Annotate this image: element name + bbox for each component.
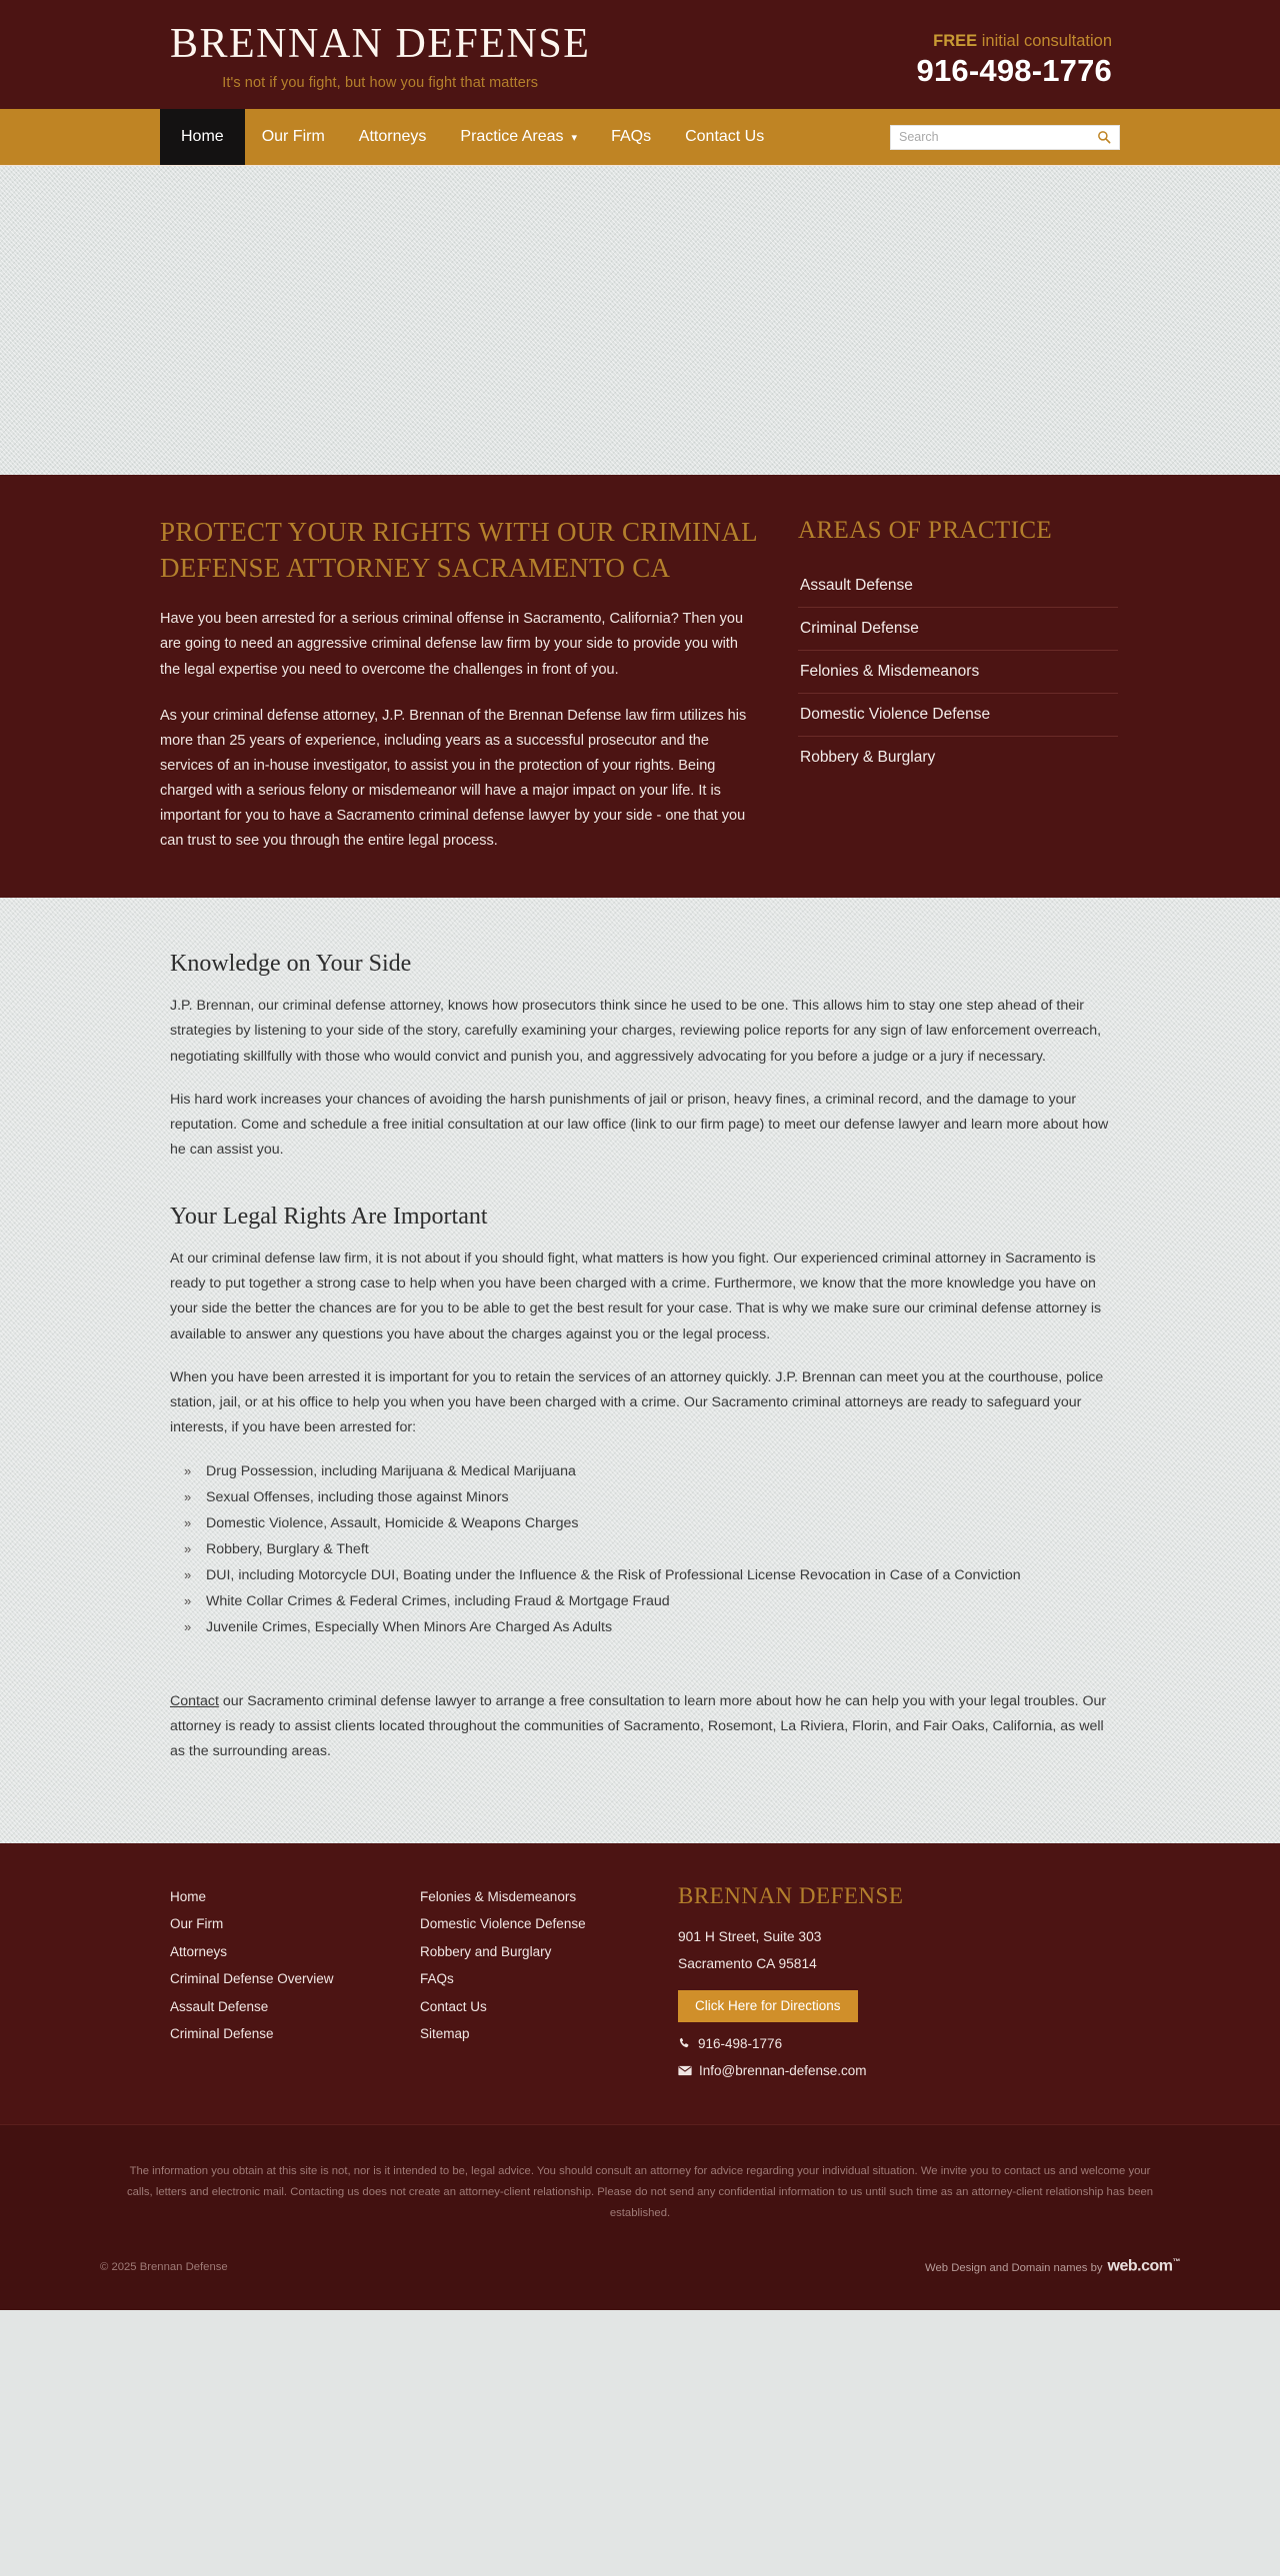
web-credit-prefix: Web Design and Domain names by xyxy=(925,2261,1103,2274)
brand-name: BRENNAN DEFENSE xyxy=(170,21,591,67)
footer-link-domestic-violence-defense[interactable]: Domestic Violence Defense xyxy=(420,1916,586,1932)
chevron-double-right-icon: » xyxy=(184,1592,192,1608)
nav-label: FAQs xyxy=(611,128,652,146)
areas-of-practice-panel xyxy=(798,515,1118,854)
nav-label: Practice Areas xyxy=(460,128,564,146)
nav-spacer xyxy=(781,109,890,165)
list-item xyxy=(184,1511,1110,1537)
list-item[interactable]: Domestic Violence Defense xyxy=(798,694,1118,737)
footer-link-home[interactable]: Home xyxy=(170,1888,207,1904)
list-item-label: Robbery, Burglary & Theft xyxy=(206,1541,369,1558)
legal-rights-paragraph-1: At our criminal defense law firm, it is not about if you should fight, what matters is how you fight. Our experienced criminal attorney in Sacramento is ready to put together a strong case to help when you have been charged with a crime. Furthermore, we know that the more knowledge you have on your side the better the chances are for you to be able to get the best result for your case. That is why we make sure our criminal defense attorney is available to answer any questions you have about the charges against you or the legal process. xyxy=(170,1250,1102,1342)
main-content xyxy=(0,898,1280,1843)
brand-tagline: It's not if you fight, but how you fight that matters xyxy=(222,75,539,92)
nav-label: Attorneys xyxy=(358,128,427,146)
closing-text: our Sacramento criminal defense lawyer to arrange a free consultation to learn more about how he can help you with your legal troubles. Our attorney is ready to assist clients located throughout the communities of Sacramento, Rosemont, La Riviera, Florin, and Fair Oaks, California, as well as the surrounding areas. xyxy=(170,1692,1107,1760)
footer-phone-number: 916-498-1776 xyxy=(698,2035,783,2051)
header-phone[interactable]: 916-498-1776 xyxy=(916,52,1112,88)
knowledge-paragraph-2: His hard work increases your chances of avoiding the harsh punishments of jail or prison, heavy fines, a criminal record, and the damage to your reputation. Come and schedule a free initial consultation at our law office (link to our firm page) to meet our defense lawyer and learn more about how he can assist you. xyxy=(170,1091,1109,1159)
web-credit[interactable] xyxy=(925,2257,1180,2275)
webcom-logo-web: web xyxy=(1107,2257,1138,2275)
intro-paragraph-1: Have you been arrested for a serious criminal offense in Sacramento, California? Then you are going to need an aggressive criminal defense law firm by your side to provide you with the legal expertise you need to overcome the challenges in front of you. xyxy=(160,611,744,678)
hero-banner-image xyxy=(0,165,1280,475)
free-consultation-line xyxy=(917,32,1112,52)
free-rest: initial consultation xyxy=(977,32,1112,50)
footer-link-sitemap[interactable]: Sitemap xyxy=(420,2026,470,2042)
nav-list xyxy=(160,109,781,165)
free-label: FREE xyxy=(933,32,978,50)
list-item xyxy=(184,1537,1110,1563)
search-icon[interactable] xyxy=(1097,130,1111,144)
brand-block[interactable] xyxy=(160,22,590,91)
nav-label: Home xyxy=(181,128,224,146)
copyright-bar xyxy=(0,2253,1280,2309)
list-item-label: Drug Possession, including Marijuana & Medical Marijuana xyxy=(206,1463,576,1480)
page-title: PROTECT YOUR RIGHTS WITH OUR CRIMINAL DEFENSE ATTORNEY SACRAMENTO CA xyxy=(160,517,757,583)
list-item[interactable]: Robbery & Burglary xyxy=(800,749,936,767)
list-item-label: White Collar Crimes & Federal Crimes, including Fraud & Mortgage Fraud xyxy=(206,1593,670,1610)
nav-item-home[interactable] xyxy=(160,109,245,165)
copyright-text: © 2025 Brennan Defense xyxy=(100,2260,228,2273)
chevron-double-right-icon: » xyxy=(184,1488,192,1504)
legal-rights-paragraph-2: When you have been arrested it is important for you to retain the services of an attorney quickly. J.P. Brennan can meet you at the courthouse, police station, jail, or at his office to help you when you have been charged with a crime. Our Sacramento criminal attorneys are ready to safeguard your interests, if you have been arrested for: xyxy=(170,1368,1104,1436)
webcom-logo-dotcom: .com xyxy=(1137,2257,1173,2275)
nav-label: Our Firm xyxy=(261,128,325,146)
search-area xyxy=(890,109,1120,165)
areas-of-practice-list xyxy=(798,565,1118,779)
footer-address-line-1: 901 H Street, Suite 303 xyxy=(678,1928,822,1944)
intro-paragraph-2: As your criminal defense attorney, J.P. Brennan of the Brennan Defense law firm utilizes his more than 25 years of experience, including years as a successful prosecutor and the services of an in-house investigator, to assist you in the protection of your rights. Being charged with a serious felony or misdemeanor will have a major impact on your life. It is important for you to have a Sacramento criminal defense lawyer by your side - one that you can trust to see you through the entire legal process. xyxy=(160,707,747,849)
list-item-label: DUI, including Motorcycle DUI, Boating under the Influence & the Risk of Professional License Revocation in Case of a Conviction xyxy=(206,1567,1021,1584)
chevron-double-right-icon: » xyxy=(184,1462,192,1478)
site-header xyxy=(0,0,1280,109)
chevron-double-right-icon: » xyxy=(184,1566,192,1582)
search-input[interactable] xyxy=(899,130,1097,144)
list-item xyxy=(184,1459,1110,1485)
webcom-logo xyxy=(1108,2257,1180,2275)
footer-links-column-1 xyxy=(170,1883,420,2090)
footer-link-assault-defense[interactable]: Assault Defense xyxy=(170,1998,269,2014)
intro-section xyxy=(0,475,1280,898)
list-item xyxy=(184,1485,1110,1511)
nav-item-contact-us[interactable] xyxy=(668,109,781,165)
nav-item-our-firm[interactable] xyxy=(245,109,342,165)
list-item xyxy=(184,1563,1110,1589)
envelope-icon xyxy=(678,2065,692,2076)
list-item-label: Juvenile Crimes, Especially When Minors Are Charged As Adults xyxy=(206,1619,613,1636)
main-navigation xyxy=(0,109,1280,165)
trademark-icon: ™ xyxy=(1172,2257,1180,2267)
disclaimer-text: The information you obtain at this site is not, nor is it intended to be, legal advice. You should consult an attorney for advice regarding your individual situation. We invite you to contact us and welcome your calls, letters and electronic mail. Contacting us does not create an attorney-client relationship. Please do not send any confidential information to us until such time as an attorney-client relationship has been established. xyxy=(126,2164,1154,2219)
footer-links-column-2 xyxy=(420,1883,670,2090)
chevron-double-right-icon: » xyxy=(184,1618,192,1634)
nav-item-attorneys[interactable] xyxy=(342,109,444,165)
footer-contact-column xyxy=(670,1883,1110,2090)
list-item-label: Sexual Offenses, including those against Minors xyxy=(206,1489,509,1506)
charges-list xyxy=(184,1459,1110,1641)
knowledge-paragraph-1: J.P. Brennan, our criminal defense attorney, knows how prosecutors think since he used to be one. This allows him to stay one step ahead of their strategies by listening to your side of the story, carefully examining your charges, reviewing police reports for any sign of law enforcement overreach, negotiating skillfully with those who would convict and punish you, and aggressively advocating for you before a judge or a jury if necessary. xyxy=(170,998,1102,1065)
header-contact xyxy=(917,22,1120,91)
nav-item-practice-areas[interactable] xyxy=(443,109,594,165)
nav-label: Contact Us xyxy=(685,128,765,146)
footer-link-contact-us[interactable]: Contact Us xyxy=(420,1998,487,2014)
chevron-down-icon: ▾ xyxy=(571,131,578,144)
site-footer xyxy=(0,1843,1280,2124)
phone-icon xyxy=(678,2037,691,2050)
chevron-double-right-icon: » xyxy=(184,1540,192,1556)
nav-item-faqs[interactable] xyxy=(594,109,668,165)
directions-button[interactable]: Click Here for Directions xyxy=(678,1990,858,2022)
footer-address-line-2: Sacramento CA 95814 xyxy=(678,1956,817,1972)
footer-link-our-firm[interactable]: Our Firm xyxy=(170,1916,224,1932)
chevron-double-right-icon: » xyxy=(184,1514,192,1530)
section-heading-legal-rights: Your Legal Rights Are Important xyxy=(170,1203,488,1230)
closing-paragraph xyxy=(170,1689,1110,1765)
list-item[interactable]: Assault Defense xyxy=(798,565,1118,608)
list-item xyxy=(184,1615,1110,1641)
footer-brand: BRENNAN DEFENSE xyxy=(678,1882,904,1908)
search-box[interactable] xyxy=(890,125,1120,150)
legal-disclaimer xyxy=(0,2124,1280,2254)
section-heading-knowledge: Knowledge on Your Side xyxy=(170,951,412,978)
list-item-label: Domestic Violence, Assault, Homicide & Weapons Charges xyxy=(206,1515,579,1532)
footer-link-criminal-defense[interactable]: Criminal Defense xyxy=(170,2026,274,2042)
contact-link[interactable]: Contact xyxy=(170,1692,219,1709)
list-item[interactable]: Criminal Defense xyxy=(798,608,1118,651)
footer-link-criminal-defense-overview[interactable]: Criminal Defense Overview xyxy=(170,1971,334,1987)
intro-text-column xyxy=(160,515,760,854)
footer-link-faqs[interactable]: FAQs xyxy=(420,1971,454,1987)
footer-phone[interactable] xyxy=(678,2036,1110,2051)
footer-link-robbery-and-burglary[interactable]: Robbery and Burglary xyxy=(420,1943,552,1959)
footer-link-attorneys[interactable]: Attorneys xyxy=(170,1943,228,1959)
footer-link-felonies-misdemeanors[interactable]: Felonies & Misdemeanors xyxy=(420,1888,577,1904)
list-item[interactable]: Felonies & Misdemeanors xyxy=(798,651,1118,694)
footer-email-address: Info@brennan-defense.com xyxy=(699,2062,867,2078)
areas-of-practice-title: AREAS OF PRACTICE xyxy=(798,517,1053,545)
list-item xyxy=(184,1589,1110,1615)
footer-email[interactable] xyxy=(678,2063,1110,2078)
